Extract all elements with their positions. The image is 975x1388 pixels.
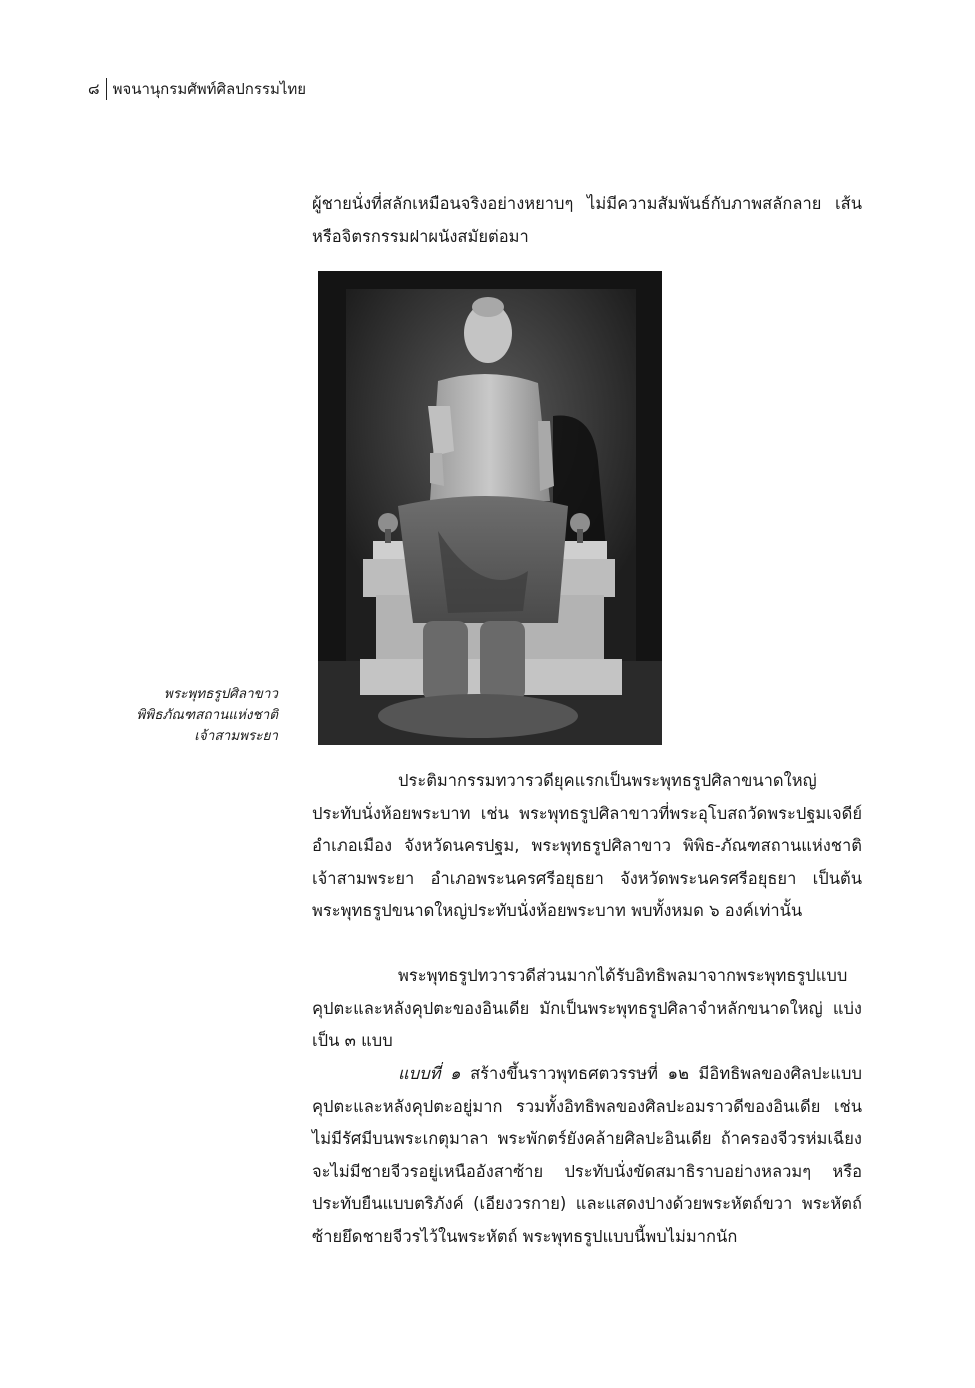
body-paragraph: พระพุทธรูปทวารวดีส่วนมากได้รับอิทธิพลมาจากพระพุทธรูปแบบคุปตะและหลังคุปตะของอินเดีย มักเป็นพระพุทธรูปศิลาจำหลักขนาดใหญ่ แบ่งเป็น ๓ แบบ [312, 966, 862, 1050]
header-divider [106, 78, 107, 100]
page-number: ๘ [88, 80, 100, 98]
caption-line: พิพิธภัณฑสถานแห่งชาติ [136, 707, 278, 723]
buddha-statue-photo [318, 271, 662, 745]
style-type-label: แบบที่ ๑ [398, 1064, 461, 1083]
caption-line: เจ้าสามพระยา [194, 728, 278, 744]
caption-line: พระพุทธรูปศิลาขาว [163, 686, 278, 702]
book-title: พจนานุกรมศัพท์ศิลปกรรมไทย [112, 80, 307, 98]
running-header [88, 78, 306, 100]
paragraph-text: สร้างขึ้นราวพุทธศตวรรษที่ ๑๒ มีอิทธิพลของศิลปะแบบคุปตะและหลังคุปตะอยู่มาก รวมทั้งอิทธิพลของศิลปะอมราวดีของอินเดีย เช่น ไม่มีรัศมีบนพระเกตุมาลา พระพักตร์ยังคล้ายศิลปะอินเดีย ถ้าครองจีวรห่มเฉียงจะไม่มีชายจีวรอยู่เหนืออังสาซ้าย ประทับนั่งขัดสมาธิราบอย่างหลวมๆ หรือประทับยืนแบบตริภังค์ (เอียงวรกาย) และแสดงปางด้วยพระหัตถ์ขวา พระหัตถ์ซ้ายยึดชายจีวรไว้ในพระหัตถ์ พระพุทธรูปแบบนี้พบไม่มากนัก [312, 1064, 863, 1246]
intro-paragraph: ผู้ชายนั่งที่สลักเหมือนจริงอย่างหยาบๆ ไม่มีความสัมพันธ์กับภาพสลักลาย เส้นหรือจิตรกรรมฝาผนังสมัยต่อมา [312, 194, 862, 246]
body-paragraph: ประติมากรรมทวารวดียุคแรกเป็นพระพุทธรูปศิลาขนาดใหญ่ประทับนั่งห้อยพระบาท เช่น พระพุทธรูปศิลาขาวที่พระอุโบสถวัดพระปฐมเจดีย์ อำเภอเมือง จังหวัดนครปฐม, พระพุทธรูปศิลาขาว พิพิธ-ภัณฑสถานแห่งชาติ เจ้าสามพระยา อำเภอพระนครศรีอยุธยา จังหวัดพระนครศรีอยุธยา เป็นต้น พระพุทธรูปขนาดใหญ่ประทับนั่งห้อยพระบาท พบทั้งหมด ๖ องค์เท่านั้น [312, 771, 862, 920]
figure-caption [120, 684, 278, 747]
body-paragraph [312, 1058, 862, 1253]
